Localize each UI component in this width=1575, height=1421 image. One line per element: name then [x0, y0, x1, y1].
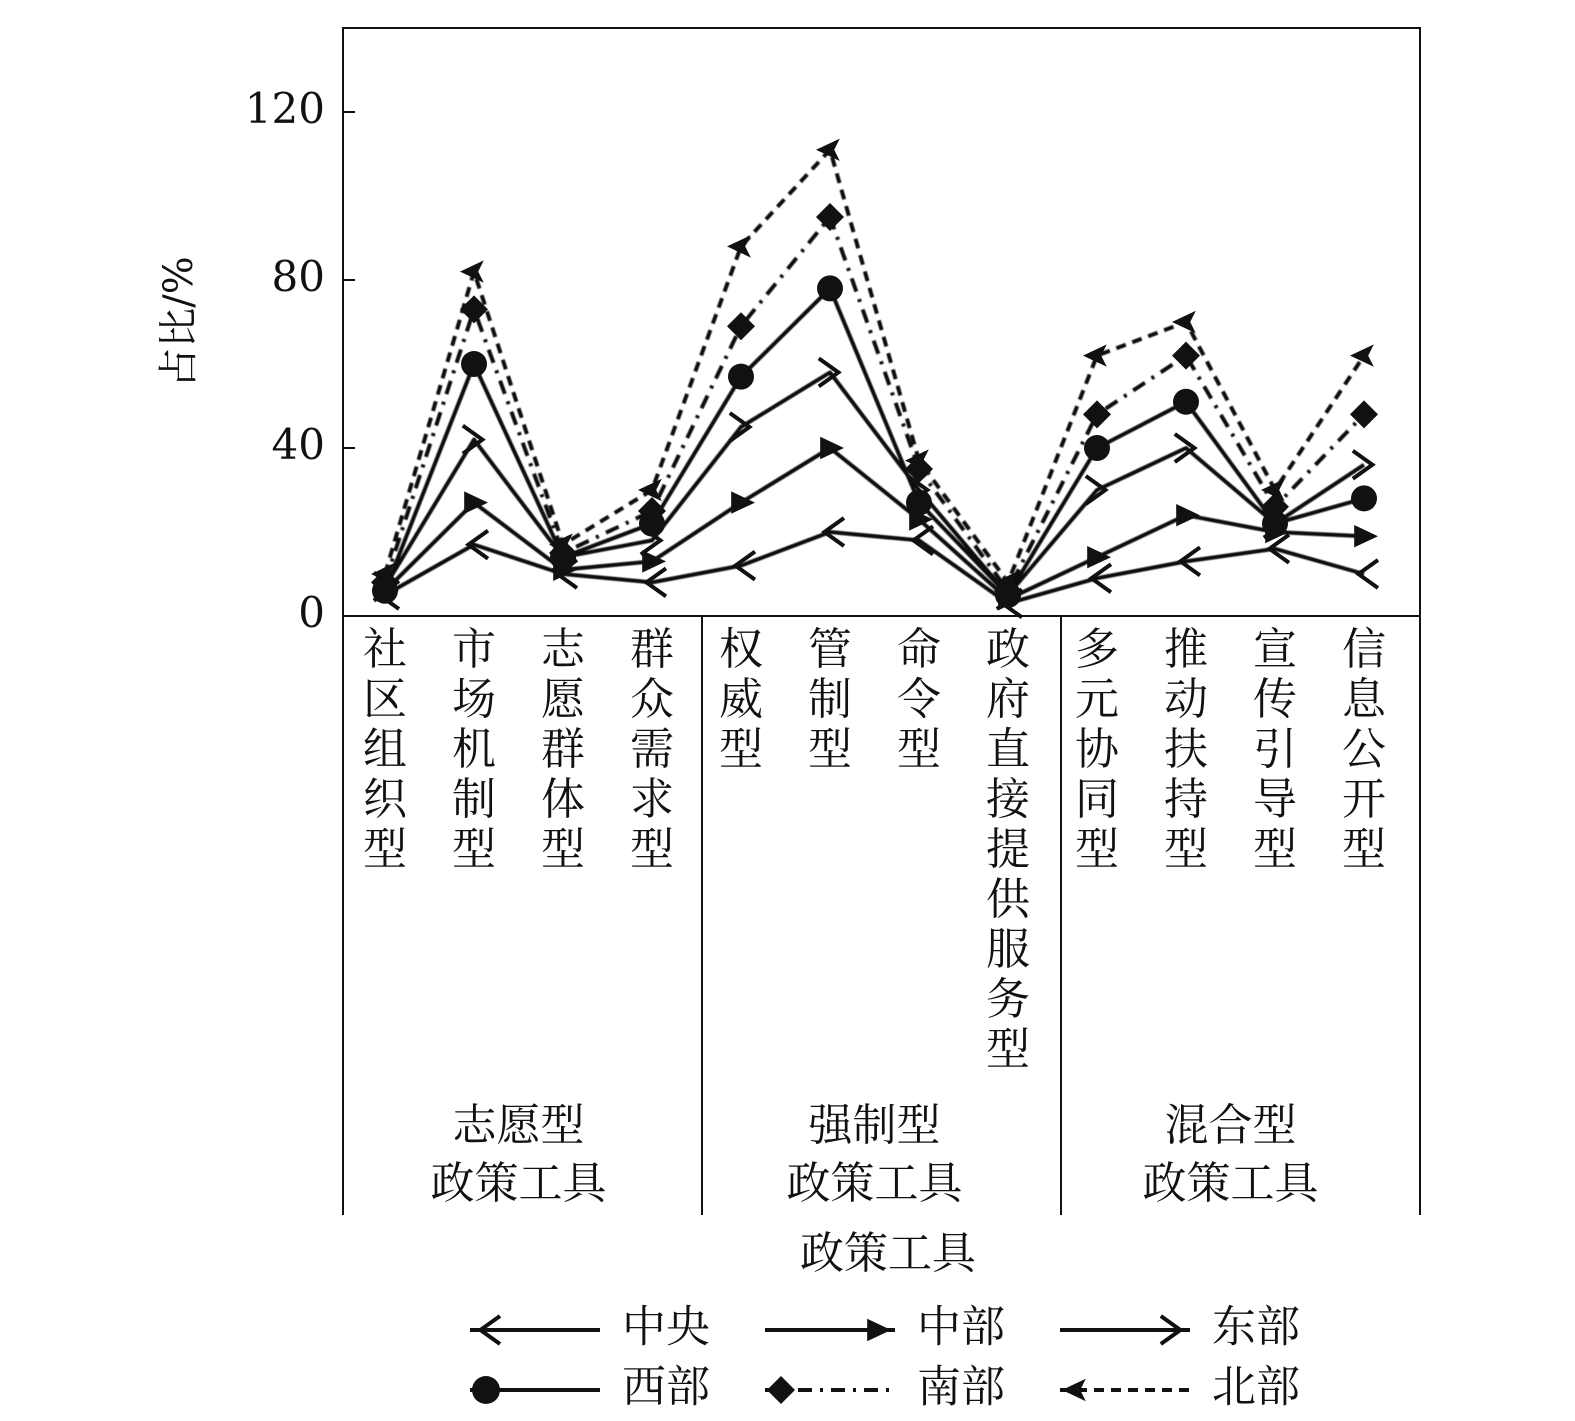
data-point-s3-p5: [817, 275, 843, 301]
category-label: 管制型: [808, 624, 852, 775]
y-tick-label: 0: [298, 588, 325, 637]
category-label: 志愿群体型: [541, 624, 585, 875]
legend-item: [1060, 1362, 1300, 1413]
data-point-s3-p8: [1084, 435, 1110, 461]
group-label-line2: 政策工具: [430, 1158, 607, 1209]
category-label: 市场机制型: [452, 624, 496, 875]
series-line-1: [385, 448, 1364, 599]
y-tick-label: 120: [244, 84, 325, 133]
legend: [470, 1302, 1300, 1413]
category-label: 命令型: [897, 624, 941, 775]
data-point-s5-p5: [816, 139, 840, 161]
legend-item: [765, 1362, 1005, 1413]
series-line-0: [385, 532, 1364, 603]
category-label: 政府直接提供服务型: [986, 624, 1030, 1075]
data-point-s1-p11: [1354, 525, 1378, 547]
category-label: 群众需求型: [630, 624, 674, 875]
data-point-s1-p9: [1176, 504, 1200, 526]
category-label: 信息公开型: [1342, 624, 1386, 875]
legend-label: 中央: [622, 1301, 710, 1353]
group-labels: [431, 1100, 1321, 1209]
data-point-s0-p6: [913, 526, 933, 554]
data-point-s3-p4: [728, 364, 754, 390]
data-point-s4-p9: [1172, 342, 1200, 370]
x-axis-label: 政策工具: [800, 1228, 976, 1279]
y-axis-ticks: [245, 84, 355, 637]
category-label: 权威型: [719, 624, 763, 775]
legend-label: 南部: [917, 1361, 1005, 1413]
legend-label: 西部: [622, 1361, 710, 1413]
legend-item: [1060, 1302, 1300, 1353]
data-point-s4-p8: [1083, 400, 1111, 428]
legend-item: [470, 1302, 710, 1353]
legend-marker: [472, 1376, 500, 1404]
data-point-s4-p5: [816, 203, 844, 231]
series-markers: [371, 139, 1378, 618]
series-lines: [385, 150, 1364, 604]
group-label-line2: 政策工具: [786, 1158, 963, 1209]
data-point-s3-p1: [461, 351, 487, 377]
data-point-s0-p11: [1358, 560, 1378, 588]
data-point-s3-p9: [1173, 389, 1199, 415]
group-label-line1: 强制型: [808, 1100, 941, 1151]
category-labels: [363, 624, 1387, 1075]
group-label-line2: 政策工具: [1142, 1158, 1319, 1209]
legend-item: [765, 1302, 1005, 1353]
y-tick-label: 40: [271, 420, 325, 469]
legend-label: 东部: [1212, 1301, 1300, 1353]
y-tick-label: 80: [271, 252, 325, 301]
legend-marker: [867, 1319, 891, 1341]
data-point-s3-p11: [1351, 485, 1377, 511]
group-label-line1: 混合型: [1164, 1100, 1297, 1151]
category-label: 宣传引导型: [1253, 624, 1297, 875]
data-point-s5-p9: [1172, 311, 1196, 333]
group-label-line1: 志愿型: [452, 1100, 585, 1151]
legend-label: 北部: [1212, 1361, 1300, 1413]
legend-marker: [767, 1376, 795, 1404]
series-line-3: [385, 288, 1364, 595]
category-label: 推动扶持型: [1164, 624, 1208, 875]
y-axis-label: 占比/%: [156, 256, 202, 388]
legend-item: [470, 1362, 710, 1413]
legend-label: 中部: [917, 1301, 1005, 1353]
category-label: 社区组织型: [363, 624, 407, 875]
data-point-s3-p6: [906, 490, 932, 516]
category-label: 多元协同型: [1075, 624, 1119, 875]
data-point-s5-p3: [638, 479, 662, 501]
data-point-s5-p11: [1350, 344, 1374, 366]
